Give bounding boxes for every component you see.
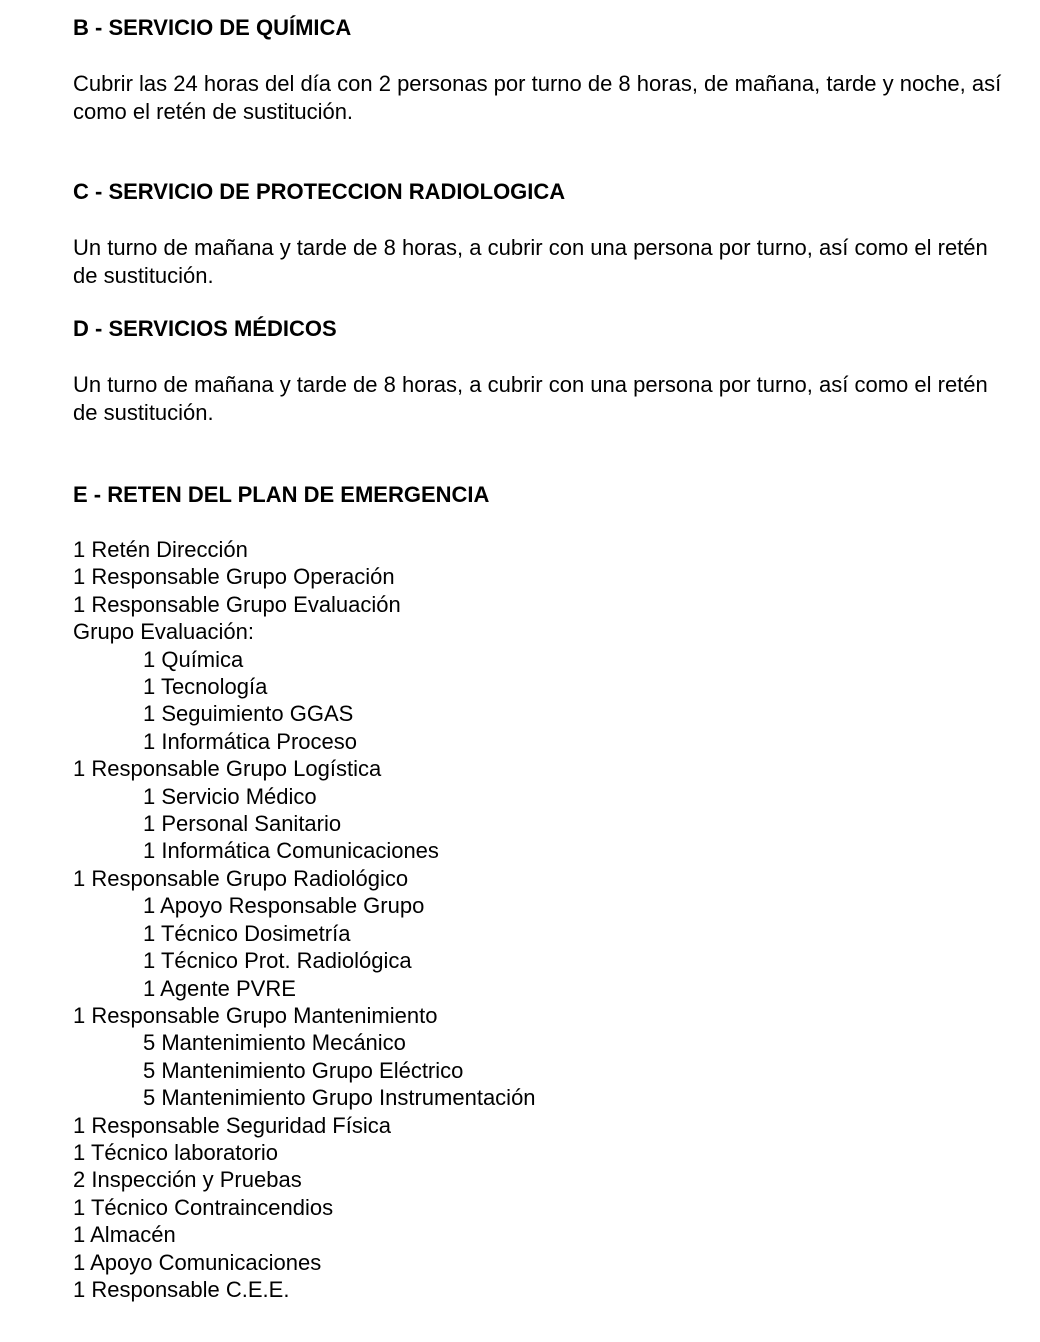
staff-list-item: Grupo Evaluación: <box>73 619 254 645</box>
section-c-body: Un turno de mañana y tarde de 8 horas, a cubrir con una persona por turno, así como el retén de sustitución. <box>73 235 988 288</box>
staff-list-subitem: 1 Informática Proceso <box>143 728 357 754</box>
staff-list-item: 1 Responsable Grupo Mantenimiento <box>73 1002 438 1028</box>
staff-list-subitem: 1 Informática Comunicaciones <box>143 838 439 864</box>
staff-list-item: 1 Apoyo Comunicaciones <box>73 1249 322 1275</box>
staff-list-subitem: 1 Técnico Dosimetría <box>143 920 351 946</box>
section-d-heading: D - SERVICIOS MÉDICOS <box>73 316 337 341</box>
section-c-heading: C - SERVICIO DE PROTECCION RADIOLOGICA <box>73 179 566 204</box>
staff-list-item: 1 Responsable Grupo Evaluación <box>73 591 401 617</box>
section-d-body: Un turno de mañana y tarde de 8 horas, a cubrir con una persona por turno, así como el retén de sustitución. <box>73 372 988 425</box>
staff-list-item: 1 Técnico laboratorio <box>73 1139 279 1165</box>
staff-list-subitem: 5 Mantenimiento Mecánico <box>143 1030 406 1056</box>
staff-list-item: 1 Técnico Contraincendios <box>73 1194 334 1220</box>
staff-list-item: 1 Almacén <box>73 1222 176 1248</box>
staff-list-subitem: 1 Tecnología <box>143 674 268 700</box>
staff-list-item: 1 Responsable Grupo Radiológico <box>73 865 409 891</box>
section-b-body: Cubrir las 24 horas del día con 2 personas por turno de 8 horas, de mañana, tarde y noche, así como el retén de sustitución. <box>73 71 1002 124</box>
section-e-heading: E - RETEN DEL PLAN DE EMERGENCIA <box>73 482 490 507</box>
staff-list-subitem: 1 Seguimiento GGAS <box>143 701 354 727</box>
staff-list-item: 1 Responsable Grupo Operación <box>73 564 395 590</box>
staff-list-item: 1 Retén Dirección <box>73 537 248 562</box>
staff-list-item: 1 Responsable Grupo Logística <box>73 756 382 782</box>
section-b-heading: B - SERVICIO DE QUÍMICA <box>73 15 352 40</box>
staff-list-item: 1 Responsable C.E.E. <box>73 1276 290 1302</box>
staff-list-subitem: 1 Servicio Médico <box>143 783 317 809</box>
staff-list-subitem: 1 Química <box>143 646 244 672</box>
staff-list-subitem: 1 Técnico Prot. Radiológica <box>143 948 412 974</box>
staff-list-subitem: 1 Personal Sanitario <box>143 811 342 837</box>
staff-list-item: 1 Responsable Seguridad Física <box>73 1112 391 1138</box>
staff-list-subitem: 1 Apoyo Responsable Grupo <box>143 893 425 919</box>
staff-list-item: 2 Inspección y Pruebas <box>73 1167 302 1193</box>
staff-list-subitem: 5 Mantenimiento Grupo Eléctrico <box>143 1057 464 1083</box>
staff-list-subitem: 1 Agente PVRE <box>143 975 296 1001</box>
staff-list-subitem: 5 Mantenimiento Grupo Instrumentación <box>143 1085 536 1111</box>
emergency-staff-list <box>73 536 536 1303</box>
